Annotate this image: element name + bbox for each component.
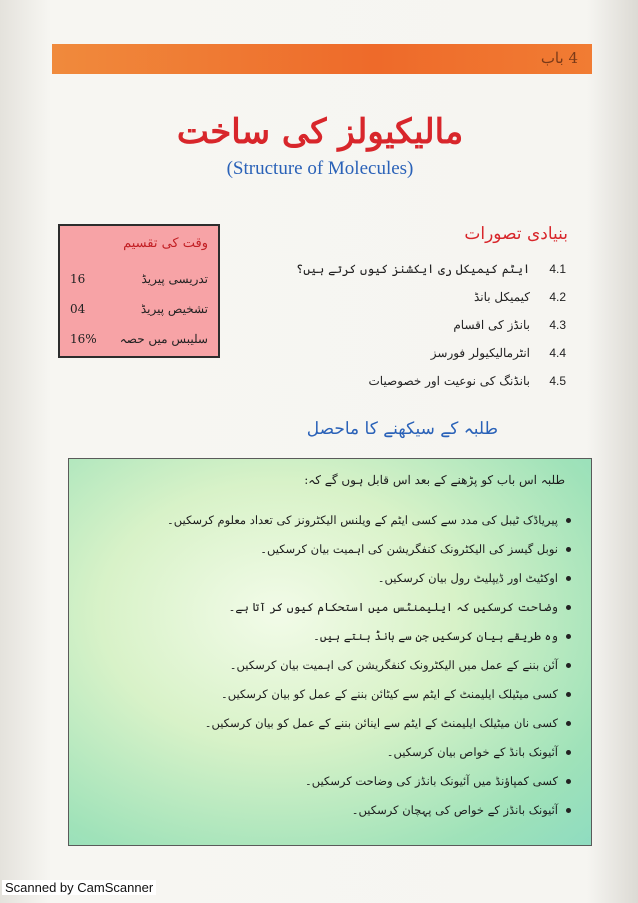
time-allocation-label: تدریسی پیریڈ xyxy=(141,272,208,286)
outcome-text: پیریاڈک ٹیبل کی مدد سے کسی ایٹم کے ویلنس الیکٹرونز کی تعداد معلوم کرسکیں۔ xyxy=(167,513,558,527)
scanner-watermark: Scanned by CamScanner xyxy=(2,880,156,895)
concept-text: انٹرمالیکیولر فورسز xyxy=(430,346,530,360)
time-allocation-label: سلیبس میں حصہ xyxy=(119,332,208,346)
chapter-title-english: (Structure of Molecules) xyxy=(226,158,414,179)
concept-item xyxy=(266,258,566,280)
bullet-icon xyxy=(566,663,571,668)
bullet-icon xyxy=(566,750,571,755)
outcome-item xyxy=(101,712,571,734)
outcome-item xyxy=(101,538,571,560)
concept-number: 4.1 xyxy=(549,262,566,276)
chapter-title-urdu: مالیکیولز کی ساخت xyxy=(176,112,464,152)
outcome-item xyxy=(101,625,571,647)
outcome-text: آئیونک بانڈ کے خواص بیان کرسکیں۔ xyxy=(386,745,558,759)
concept-item xyxy=(266,286,566,308)
concept-number: 4.3 xyxy=(549,318,566,332)
time-allocation-heading: وقت کی تقسیم xyxy=(123,236,208,251)
bullet-icon xyxy=(566,605,571,610)
outcome-item xyxy=(101,770,571,792)
outcome-item xyxy=(101,509,571,531)
bullet-icon xyxy=(566,576,571,581)
outcome-text: کسی نان میٹیلک ایلیمنٹ کے ایٹم سے اینائن بننے کے عمل کو بیان کرسکیں۔ xyxy=(204,716,558,730)
concept-text: ایٹم کیمیکل ری ایکشنز کیوں کرتے ہیں؟ xyxy=(296,262,530,276)
concept-number: 4.5 xyxy=(549,374,566,388)
bullet-icon xyxy=(566,518,571,523)
concept-number: 4.4 xyxy=(549,346,566,360)
concept-number: 4.2 xyxy=(549,290,566,304)
time-allocation-row xyxy=(70,328,208,350)
outcome-item xyxy=(101,683,571,705)
bullet-icon xyxy=(566,721,571,726)
outcome-text: کسی کمپاؤنڈ میں آئیونک بانڈز کی وضاحت کرسکیں۔ xyxy=(304,774,558,788)
concept-item xyxy=(266,314,566,336)
learning-outcomes-intro: طلبہ اس باب کو پڑھنے کے بعد اس قابل ہوں گے کہ: xyxy=(304,473,565,487)
outcome-text: کسی میٹیلک ایلیمنٹ کے ایٹم سے کیٹائن بننے کے عمل کو بیان کرسکیں۔ xyxy=(220,687,558,701)
time-allocation-label: تشخیص پیریڈ xyxy=(140,302,208,316)
key-concepts-heading: بنیادی تصورات xyxy=(464,224,568,244)
bullet-icon xyxy=(566,808,571,813)
outcome-item xyxy=(101,654,571,676)
concept-text: بانڈز کی اقسام xyxy=(453,318,530,332)
outcome-text: وہ طریقے بیان کرسکیں جن سے بانڈ بنتے ہیں۔ xyxy=(313,629,558,643)
outcome-item xyxy=(101,596,571,618)
concept-item xyxy=(266,370,566,392)
chapter-number: 4 باب xyxy=(540,49,578,67)
outcome-item xyxy=(101,741,571,763)
concept-text: کیمیکل بانڈ xyxy=(473,290,530,304)
bullet-icon xyxy=(566,634,571,639)
time-allocation-row xyxy=(70,298,208,320)
learning-outcomes-heading: طلبہ کے سیکھنے کا ماحصل xyxy=(306,419,498,439)
outcome-text: اوکٹیٹ اور ڈیپلیٹ رول بیان کرسکیں۔ xyxy=(377,571,558,585)
concept-item xyxy=(266,342,566,364)
time-allocation-value: 16 xyxy=(70,272,86,286)
bullet-icon xyxy=(566,692,571,697)
outcome-item xyxy=(101,799,571,821)
chapter-header-band xyxy=(52,44,592,74)
outcome-text: آئیونک بانڈز کے خواص کی پہچان کرسکیں۔ xyxy=(351,803,558,817)
outcome-text: آئن بننے کے عمل میں الیکٹرونک کنفگریشن کی اہمیت بیان کرسکیں۔ xyxy=(229,658,558,672)
time-allocation-box xyxy=(58,224,220,358)
concept-text: بانڈنگ کی نوعیت اور خصوصیات xyxy=(368,374,530,388)
outcome-text: نوبل گیسز کی الیکٹرونک کنفگریشن کی اہمیت بیان کرسکیں۔ xyxy=(260,542,558,556)
time-allocation-value: 16% xyxy=(70,332,97,346)
learning-outcomes-box xyxy=(68,458,592,846)
bullet-icon xyxy=(566,779,571,784)
outcome-text: وضاحت کرسکیں کہ ایلیمنٹس میں استحکام کیوں کر آتا ہے۔ xyxy=(228,600,558,614)
outcome-item xyxy=(101,567,571,589)
time-allocation-row xyxy=(70,268,208,290)
bullet-icon xyxy=(566,547,571,552)
time-allocation-value: 04 xyxy=(70,302,86,316)
